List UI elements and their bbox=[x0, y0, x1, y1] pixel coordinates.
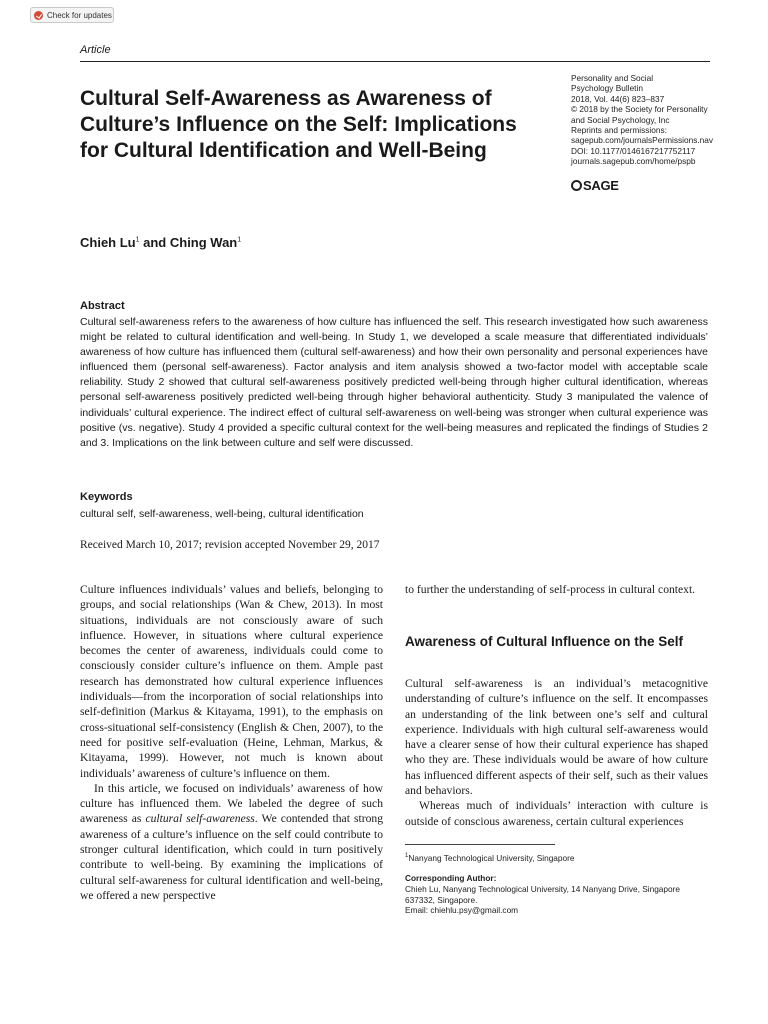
footnote-rule bbox=[405, 844, 555, 845]
check-for-updates-badge[interactable] bbox=[30, 7, 114, 23]
sage-logo bbox=[571, 178, 619, 193]
footnotes bbox=[405, 851, 708, 916]
body-paragraph: Whereas much of individuals’ interaction with culture is outside of conscious awareness, certain cultural experiences bbox=[405, 799, 708, 828]
journal-info-line: Psychology Bulletin bbox=[571, 83, 643, 94]
corresponding-author-heading: Corresponding Author: bbox=[405, 873, 497, 884]
affiliation-marker: 1 bbox=[405, 853, 409, 859]
corresponding-author-address: Chieh Lu, Nanyang Technological University, 14 Nanyang Drive, Singapore 637332, Singapore. bbox=[405, 883, 681, 905]
received-dates: Received March 10, 2017; revision accepted November 29, 2017 bbox=[80, 539, 380, 551]
body-column-left bbox=[80, 582, 383, 903]
author-name: Ching Wan bbox=[169, 235, 238, 250]
affiliation-marker: 1 bbox=[135, 236, 140, 244]
journal-info-doi[interactable]: DOI: 10.1177/0146167217752117 bbox=[571, 145, 696, 156]
journal-info-link[interactable]: journals.sagepub.com/home/pspb bbox=[571, 156, 696, 167]
author-name: Chieh Lu bbox=[80, 235, 136, 250]
badge-label: Check for updates bbox=[47, 10, 112, 20]
body-text: . We contended that strong awareness of a culture’s influence on the self could contribute to stronger cultural identification, which could in turn positively contribute to well-being. By examining the implications of cultural self-awareness for cultural identification and well-being, we offered a new perspective bbox=[80, 812, 384, 902]
journal-info-line: Personality and Social bbox=[571, 73, 654, 83]
journal-info-line: and Social Psychology, Inc bbox=[571, 114, 670, 125]
body-column-right bbox=[405, 676, 708, 829]
keywords-heading: Keywords bbox=[80, 491, 133, 503]
author-conjunction: and bbox=[139, 235, 170, 250]
affiliation-marker: 1 bbox=[237, 236, 242, 244]
journal-info bbox=[571, 73, 721, 167]
body-paragraph: Cultural self-awareness is an individual’s metacognitive understanding of culture’s influence on the self. It encompasses an understanding of the link between one’s self and cultural experience. Individuals with high cultural self-awareness would have a clearer sense of how their cultural experience has shaped who they are. These individuals would be aware of how culture has influenced different aspects of their self, such as their values and behaviors. bbox=[405, 677, 708, 798]
journal-info-line: Reprints and permissions: bbox=[571, 125, 667, 136]
abstract-heading: Abstract bbox=[80, 300, 125, 312]
author-list bbox=[80, 235, 241, 250]
header-rule bbox=[80, 61, 710, 62]
journal-info-link[interactable]: sagepub.com/journalsPermissions.nav bbox=[571, 135, 714, 146]
affiliation-footnote bbox=[405, 851, 708, 863]
affiliation-text: Nanyang Technological University, Singapore bbox=[408, 852, 575, 863]
abstract-text: Cultural self-awareness refers to the awareness of how culture has influenced the self. This research investigated how such awareness might be related to cultural identification and well-being. In Study 1, we developed a scale measure that differentiated individuals’ awareness of how culture has influenced them (cultural self-awareness) and how their own personality and personal experiences have influenced them (personal self-awareness). Factor analysis and item analysis showed a two-factor model with acceptable scale reliability. Study 2 showed that cultural self-awareness positively predicted well-being through higher cultural identification, whereas personal self-awareness positively predicted well-being through higher behavioral authenticity. Study 3 manipulated the valence of individuals’ cultural experience. The indirect effect of cultural self-awareness on well-being was stronger when cultural experience was positive (vs. negative). Study 4 provided a specific cultural context for the well-being measures and replicated the findings of Studies 2 and 3. Implications on the link between culture and self were discussed. bbox=[80, 316, 708, 449]
sage-logo-icon bbox=[571, 180, 582, 191]
corresponding-author-email[interactable]: Email: chiehlu.psy@gmail.com bbox=[405, 905, 519, 916]
body-paragraph bbox=[80, 781, 383, 903]
journal-info-line: 2018, Vol. 44(6) 823–837 bbox=[571, 93, 665, 104]
body-text: In this article, we focused on individuals’ awareness of how culture has influenced them. We labeled the degree of such awareness as bbox=[80, 781, 383, 826]
body-continuation: to further the understanding of self-process in cultural context. bbox=[405, 583, 696, 596]
check-badge-icon bbox=[34, 11, 43, 20]
paper-title: Cultural Self-Awareness as Awareness of Culture’s Influence on the Self: Implications for Cultural Identification and Well-Being bbox=[80, 87, 517, 162]
emphasized-term: cultural self-awareness bbox=[145, 812, 255, 826]
keywords-text: cultural self, self-awareness, well-being, cultural identification bbox=[80, 508, 364, 520]
journal-info-line: © 2018 by the Society for Personality bbox=[571, 104, 708, 115]
article-type-label: Article bbox=[80, 44, 111, 56]
body-paragraph: Culture influences individuals’ values and beliefs, belonging to groups, and social relationships (Wan & Chew, 2013). In most situations, individuals are not consciously aware of such influence. However, in situations where cultural experience becomes the center of awareness, individuals could come to consciously consider culture’s influence on them. Ample past research has demonstrated how cultural experience influences individuals—from the incorporation of social relationships into self-definition (Markus & Kitayama, 1991), to the emphasis on cross-situational self-consistency (English & Chen, 2007), to the need for positive self-evaluation (Heine, Lehman, Markus, & Kitayama, 1999). However, not much is known about individuals’ awareness of culture’s influence on them. bbox=[80, 583, 383, 780]
sage-logo-text: SAGE bbox=[583, 178, 619, 193]
section-heading: Awareness of Cultural Influence on the Self bbox=[405, 634, 684, 649]
